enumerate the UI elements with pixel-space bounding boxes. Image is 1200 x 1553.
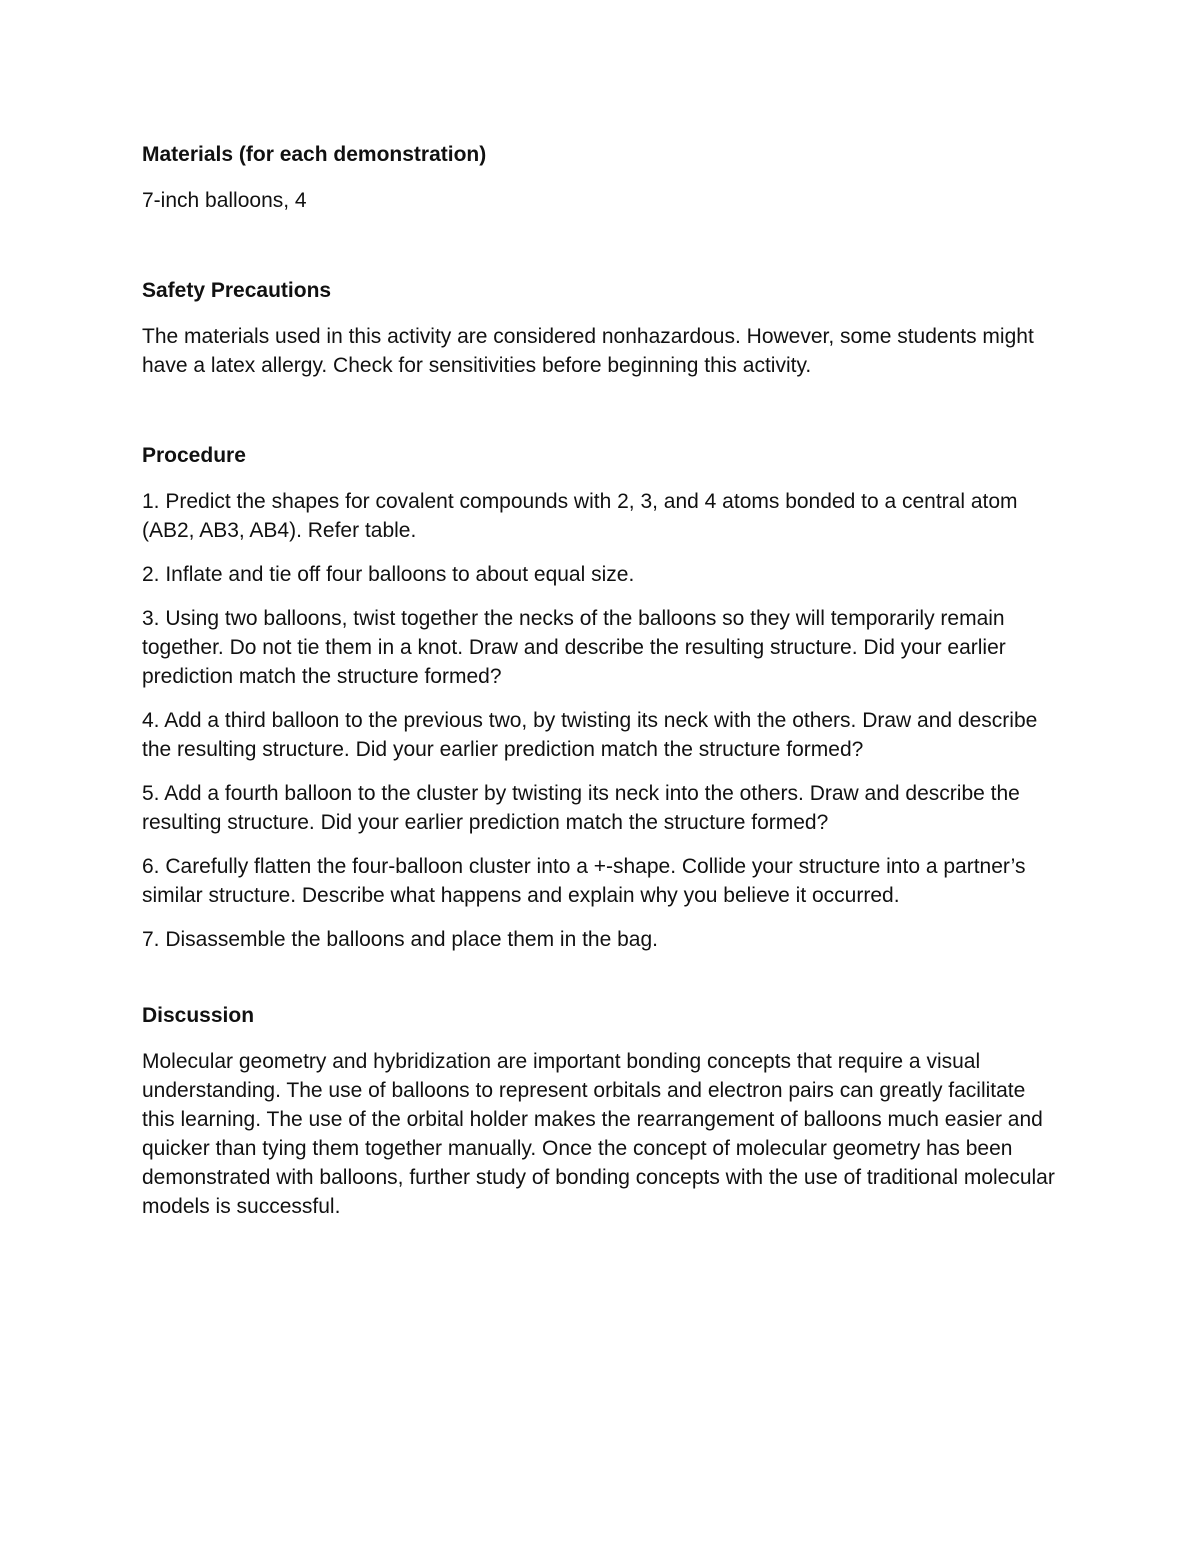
discussion-heading: Discussion [142, 1004, 255, 1027]
safety-text: The materials used in this activity are considered nonhazardous. However, some students might have a latex allergy. Check for sensitivities before beginning this activity. [142, 325, 1034, 377]
document-page [142, 140, 1062, 1221]
procedure-step-5: 5. Add a fourth balloon to the cluster by twisting its neck into the others. Draw and describe the resulting structure. Did your earlier prediction match the structure formed? [142, 782, 1020, 834]
procedure-step-2: 2. Inflate and tie off four balloons to about equal size. [142, 563, 635, 586]
procedure-step-6: 6. Carefully flatten the four-balloon cluster into a +-shape. Collide your structure into a partner’s similar structure. Describe what happens and explain why you believe it occurred. [142, 855, 1026, 907]
procedure-steps [142, 487, 1062, 954]
procedure-heading: Procedure [142, 444, 246, 467]
materials-section [142, 140, 1062, 215]
procedure-step-4: 4. Add a third balloon to the previous two, by twisting its neck with the others. Draw and describe the resulting structure. Did your earlier prediction match the structure formed? [142, 709, 1038, 761]
procedure-section [142, 441, 1062, 954]
safety-section [142, 276, 1062, 380]
procedure-step-1: 1. Predict the shapes for covalent compounds with 2, 3, and 4 atoms bonded to a central atom (AB2, AB3, AB4). Refer table. [142, 490, 1018, 542]
discussion-section [142, 1001, 1062, 1221]
procedure-step-7: 7. Disassemble the balloons and place them in the bag. [142, 928, 658, 951]
procedure-step-3: 3. Using two balloons, twist together the necks of the balloons so they will temporarily remain together. Do not tie them in a knot. Draw and describe the resulting structure. Did your earlier prediction match the structure formed? [142, 607, 1006, 688]
safety-heading: Safety Precautions [142, 279, 332, 302]
discussion-text: Molecular geometry and hybridization are important bonding concepts that require a visual understanding. The use of balloons to represent orbitals and electron pairs can greatly facilitate this learning. The use of the orbital holder makes the rearrangement of balloons much easier and quicker than tying them together manually. Once the concept of molecular geometry has been demonstrated with balloons, further study of bonding concepts with the use of traditional molecular models is successful. [142, 1050, 1055, 1218]
materials-heading: Materials (for each demonstration) [142, 143, 487, 166]
materials-item: 7-inch balloons, 4 [142, 189, 307, 212]
